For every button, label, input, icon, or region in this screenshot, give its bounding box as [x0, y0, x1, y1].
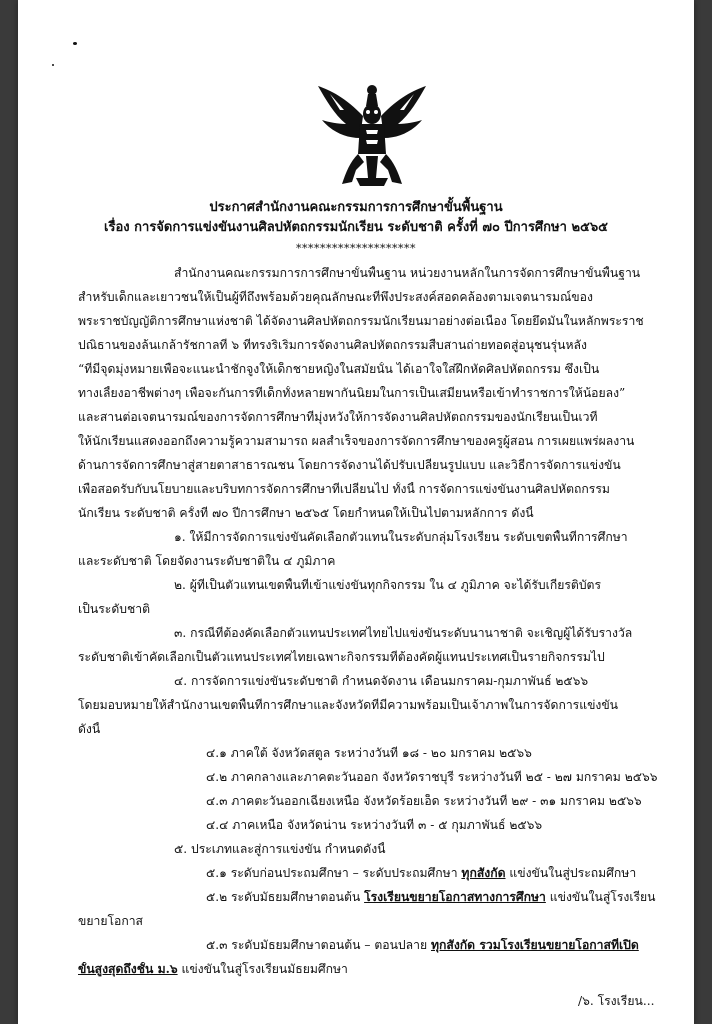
item-5-1: [206, 866, 712, 881]
item-5-2-emphasis: โรงเรียนขยายโอกาสทางการศึกษา: [364, 890, 546, 904]
item-1: ๑. ให้มีการจัดการแข่งขันคัดเลือกตัวแทนในระดับกลุ่มโรงเรียน ระดับเขตพื้นที่การศึกษา: [174, 530, 628, 544]
item-4-3: ๔.๓ ภาคตะวันออกเฉียงเหนือ จังหวัดร้อยเอ็ด ระหว่างวันที่ ๒๙ - ๓๑ มกราคม ๒๕๖๖: [206, 794, 642, 808]
scan-speck: [52, 64, 54, 66]
item-4-cont: ดังนี้: [78, 722, 101, 736]
body-line: ปณิธานของล้นเกล้ารัชกาลที่ ๖ ที่ทรงริเริ่มการจัดงานศิลปหัตถกรรมสืบสานถ่ายทอดสู่อนุชนรุ่นหลัง: [78, 338, 587, 352]
document-page: [18, 0, 694, 1024]
item-5-2: [206, 890, 712, 905]
body-line: ทางเลี้ยงอาชีพต่างๆ เพื่อจะกันการที่เด็กทั้งหลายพากันนิยมในการเป็นเสมียนหรือเข้าทำราชการให้น้อยลง”: [78, 386, 626, 400]
item-4-2: ๔.๒ ภาคกลางและภาคตะวันออก จังหวัดราชบุรี ระหว่างวันที่ ๒๕ - ๒๗ มกราคม ๒๕๖๖: [206, 770, 658, 784]
body-line: และสานต่อเจตนารมณ์ของการจัดการศึกษาที่มุ่งหวังให้การจัดงานศิลปหัตถกรรมของนักเรียนเป็นเวที: [78, 410, 598, 424]
body-line: สำหรับเด็กและเยาวชนให้เป็นผู้ที่ถึงพร้อมด้วยคุณลักษณะที่พึงประสงค์สอดคล้องตามเจตนารมณ์ของ: [78, 290, 593, 304]
continued-marker: /๖. โรงเรียน...: [578, 994, 655, 1008]
item-5-1-emphasis: ทุกสังกัด: [461, 866, 506, 880]
body-line: “ที่มีจุดมุ่งหมายเพื่อจะแนะนำชักจูงให้เด็กชายหญิงในสมัยนั้น ได้เอาใจใส่ฝึกหัดศิลปหัตถกรรม ซึ่งเป็น: [78, 362, 600, 376]
item-3: ๓. กรณีที่ต้องคัดเลือกตัวแทนประเทศไทยไปแข่งขันระดับนานาชาติ จะเชิญผู้ได้รับรางวัล: [174, 626, 633, 640]
item-5-3-suffix: แข่งขันในสู่โรงเรียนมัธยมศึกษา: [177, 962, 348, 976]
item-3-cont: ระดับชาติเข้าคัดเลือกเป็นตัวแทนประเทศไทยเฉพาะกิจกรรมที่ต้องคัดผู้แทนประเทศเป็นรายกิจกรรมไป: [78, 650, 605, 664]
item-5-3-emphasis: ทุกสังกัด รวมโรงเรียนขยายโอกาสที่เปิด: [430, 938, 639, 952]
item-2-cont: เป็นระดับชาติ: [78, 602, 151, 616]
body-line: เพื่อสอดรับกับนโยบายและบริบทการจัดการศึกษาที่เปลี่ยนไป ทั้งนี้ การจัดการแข่งขันงานศิลปหัตถกรรม: [78, 482, 610, 496]
item-5-2-prefix: ๕.๒ ระดับมัธยมศึกษาตอนต้น: [206, 890, 365, 904]
body-line: สำนักงานคณะกรรมการการศึกษาขั้นพื้นฐาน หน่วยงานหลักในการจัดการศึกษาขั้นพื้นฐาน: [174, 266, 641, 280]
garuda-emblem-icon: [316, 80, 428, 188]
item-2: ๒. ผู้ที่เป็นตัวแทนเขตพื้นที่เข้าแข่งขันทุกกิจกรรม ใน ๔ ภูมิภาค จะได้รับเกียรติบัตร: [174, 578, 602, 592]
body-line: ด้านการจัดการศึกษาสู่สายตาสาธารณชน โดยการจัดงานได้ปรับเปลี่ยนรูปแบบ และวิธีการจัดการแข่งขัน: [78, 458, 621, 472]
item-5-3: [206, 938, 676, 953]
body-line: พระราชบัญญัติการศึกษาแห่งชาติ ได้จัดงานศิลปหัตถกรรมนักเรียนมาอย่างต่อเนื่อง โดยยึดมั่นในหลักพระราช: [78, 314, 644, 328]
item-4-1: ๔.๑ ภาคใต้ จังหวัดสตูล ระหว่างวันที่ ๑๘ - ๒๐ มกราคม ๒๕๖๖: [206, 746, 532, 760]
item-5-1-prefix: ๕.๑ ระดับก่อนประถมศึกษา – ระดับประถมศึกษา: [206, 866, 462, 880]
item-1-cont: และระดับชาติ โดยจัดงานระดับชาติใน ๔ ภูมิภาค: [78, 554, 336, 568]
item-4-cont: โดยมอบหมายให้สำนักงานเขตพื้นที่การศึกษาและจังหวัดที่มีความพร้อมเป็นเจ้าภาพในการจัดการแข่งขัน: [78, 698, 619, 712]
item-4-4: ๔.๔ ภาคเหนือ จังหวัดน่าน ระหว่างวันที่ ๓ - ๕ กุมภาพันธ์ ๒๕๖๖: [206, 818, 543, 832]
item-4: ๔. การจัดการแข่งขันระดับชาติ กำหนดจัดงาน เดือนมกราคม-กุมภาพันธ์ ๒๕๖๖: [174, 674, 589, 688]
item-5-3-prefix: ๕.๓ ระดับมัธยมศึกษาตอนต้น – ตอนปลาย: [206, 938, 431, 952]
body-line: นักเรียน ระดับชาติ ครั้งที่ ๗๐ ปีการศึกษา ๒๕๖๕ โดยกำหนดให้เป็นไปตามหลักการ ดังนี้: [78, 506, 534, 520]
body-line: ให้นักเรียนแสดงออกถึงความรู้ความสามารถ ผลสำเร็จของการจัดการศึกษาของครูผู้สอน การเผยแพร่ผลงาน: [78, 434, 635, 448]
item-5-2-suffix: แข่งขันในสู่โรงเรียน: [545, 890, 656, 904]
scan-speck: [73, 42, 77, 45]
item-5-1-suffix: แข่งขันในสู่ประถมศึกษา: [505, 866, 637, 880]
separator: ********************: [296, 242, 416, 255]
item-5-3-cont: [78, 962, 658, 977]
item-5-2-cont: ขยายโอกาส: [78, 914, 143, 928]
announcement-title: ประกาศสำนักงานคณะกรรมการการศึกษาขั้นพื้นฐาน: [209, 200, 503, 215]
announcement-subject: เรื่อง การจัดการแข่งขันงานศิลปหัตถกรรมนักเรียน ระดับชาติ ครั้งที่ ๗๐ ปีการศึกษา ๒๕๖๕: [104, 220, 608, 235]
item-5-3-emphasis2: ขั้นสูงสุดถึงชั้น ม.๖: [78, 962, 178, 976]
item-5: ๕. ประเภทและสู่การแข่งขัน กำหนดดังนี้: [174, 842, 386, 856]
